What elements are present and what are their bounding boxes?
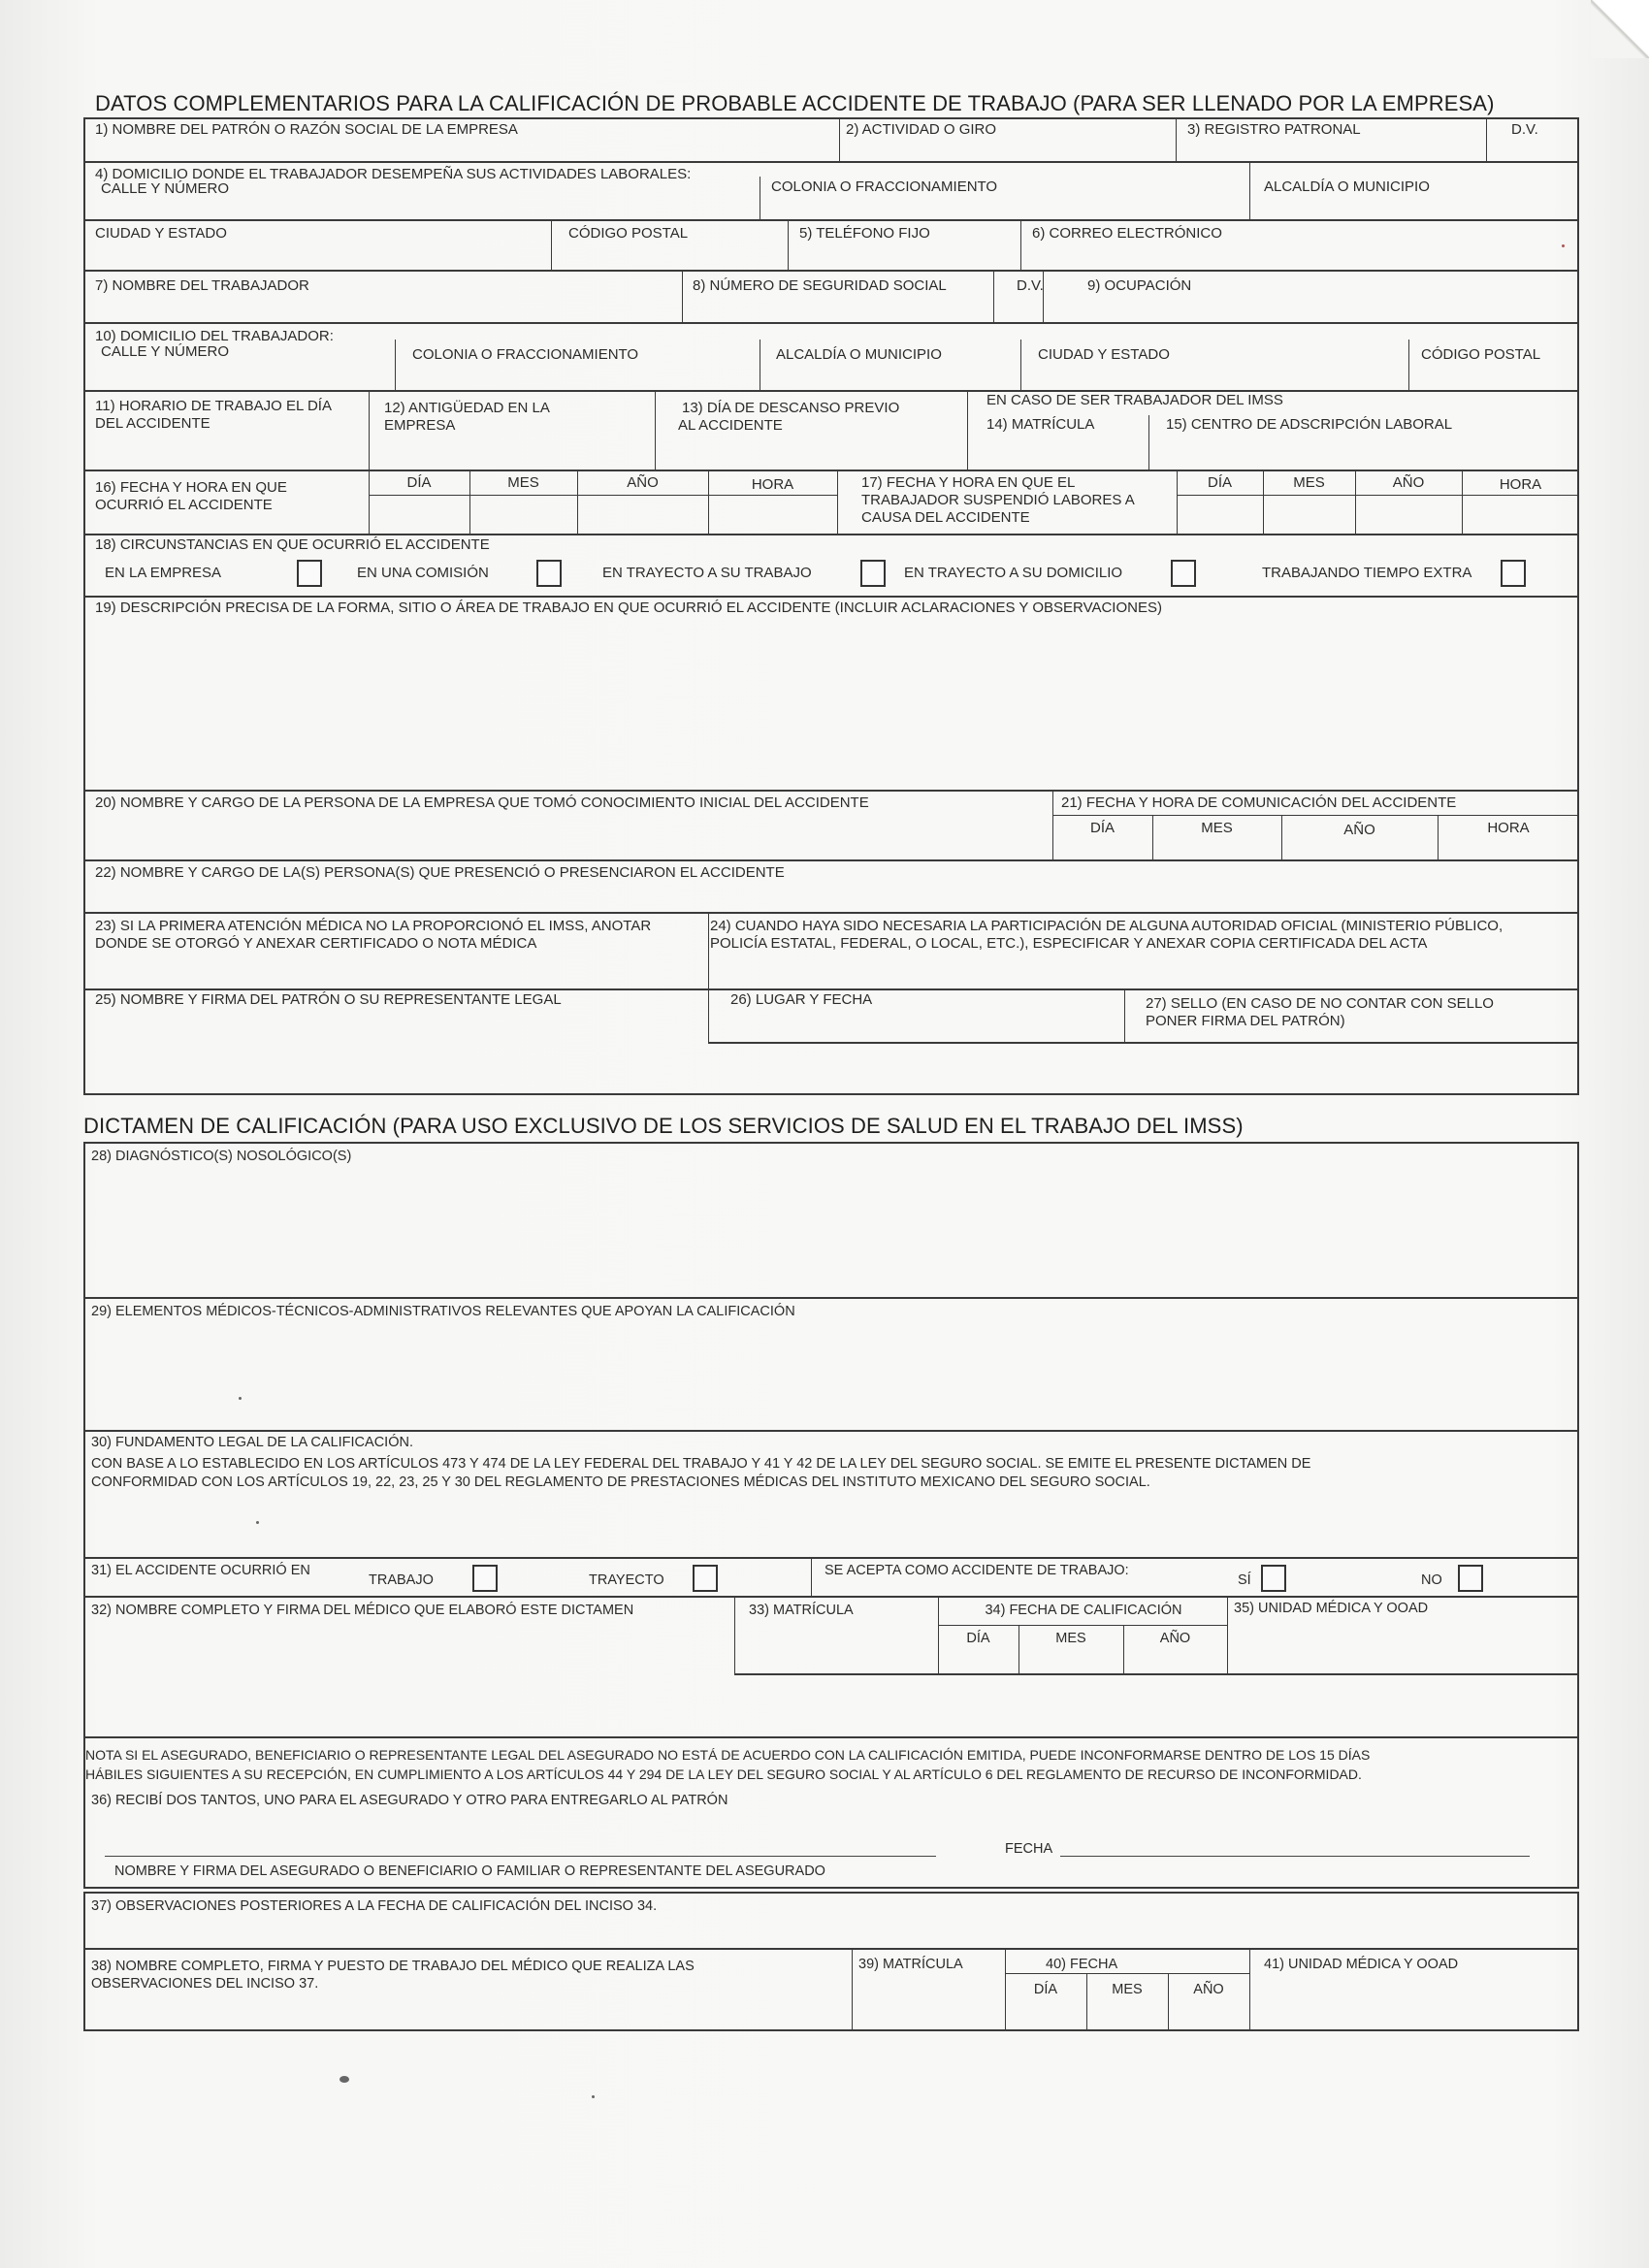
row-divider [708, 1042, 1579, 1044]
field-18-circumstances-label: 18) CIRCUNSTANCIAS EN QUE OCURRIÓ EL ACCIDENTE [95, 536, 490, 553]
field-30-legal-basis-label: 30) FUNDAMENTO LEGAL DE LA CALIFICACIÓN. [91, 1435, 413, 1450]
insured-signature-caption: NOMBRE Y FIRMA DEL ASEGURADO O BENEFICIARIO O FAMILIAR O REPRESENTANTE DEL ASEGURADO [114, 1863, 825, 1879]
col-divider [1408, 340, 1409, 390]
nota-disagreement-text-1: NOTA SI EL ASEGURADO, BENEFICIARIO O REPRESENTANTE LEGAL DEL ASEGURADO NO ESTÁ DE ACUERDO CON LA CALIFICACIÓN EMITIDA, PUEDE INCONFORMARSE DENTRO DE LOS 15 DÍAS [85, 1747, 1371, 1763]
option-tiempo-extra-label: TRABAJANDO TIEMPO EXTRA [1262, 565, 1472, 581]
field-4-colonia-label: COLONIA O FRACCIONAMIENTO [771, 178, 998, 195]
field-30-legal-text-2: CONFORMIDAD CON LOS ARTÍCULOS 19, 22, 23, 25 Y 30 DEL REGLAMENTO DE PRESTACIONES MÉDICAS DEL INSTITUTO MEXICANO DEL SEGURO SOCIAL. [91, 1474, 1150, 1490]
fecha-label: FECHA [1005, 1841, 1053, 1857]
row-divider [83, 322, 1579, 324]
checkbox-trayecto-trabajo[interactable] [860, 560, 886, 587]
field-3-employer-registry-label: 3) REGISTRO PATRONAL [1187, 121, 1361, 138]
col-divider [788, 219, 789, 270]
field-32-doctor-signature-label: 32) NOMBRE COMPLETO Y FIRMA DEL MÉDICO QUE ELABORÓ ESTE DICTAMEN [91, 1603, 634, 1618]
col-divider [551, 219, 552, 270]
col-divider [852, 1948, 853, 2031]
field-7-worker-name-label: 7) NOMBRE DEL TRABAJADOR [95, 277, 309, 294]
field-21-year-header: AÑO [1343, 822, 1375, 838]
field-3-dv-label: D.V. [1511, 121, 1538, 138]
field-2-activity-label: 2) ACTIVIDAD O GIRO [846, 121, 997, 138]
field-17-day-header: DÍA [1207, 474, 1232, 491]
checkbox-trabajo[interactable] [472, 1565, 498, 1592]
field-4-street-label: CALLE Y NÚMERO [101, 180, 229, 197]
field-22-witnesses-label: 22) NOMBRE Y CARGO DE LA(S) PERSONA(S) QUE PRESENCIÓ O PRESENCIARON EL ACCIDENTE [95, 864, 785, 881]
field-40-date-label: 40) FECHA [1046, 1957, 1118, 1972]
field-40-day-header: DÍA [1033, 1982, 1058, 1997]
scan-speck [256, 1521, 259, 1524]
field-8-nss-label: 8) NÚMERO DE SEGURIDAD SOCIAL [693, 277, 947, 294]
row-divider [83, 390, 1579, 392]
field-33-matricula-label: 33) MATRÍCULA [749, 1603, 854, 1618]
col-divider [1227, 1596, 1228, 1674]
field-29-elements-label: 29) ELEMENTOS MÉDICOS-TÉCNICOS-ADMINISTRATIVOS RELEVANTES QUE APOYAN LA CALIFICACIÓN [91, 1304, 795, 1319]
field-10-alcaldia-label: ALCALDÍA O MUNICIPIO [776, 346, 942, 363]
row-divider [83, 912, 1579, 914]
field-17-suspension-label: 17) FECHA Y HORA EN QUE EL [861, 474, 1076, 491]
col-divider [395, 340, 396, 390]
field-24-authority-label: 24) CUANDO HAYA SIDO NECESARIA LA PARTICIPACIÓN DE ALGUNA AUTORIDAD OFICIAL (MINISTERIO PÚBLICO, [710, 918, 1504, 934]
field-10-zip-label: CÓDIGO POSTAL [1421, 346, 1541, 363]
section2-title: DICTAMEN DE CALIFICACIÓN (PARA USO EXCLUSIVO DE LOS SERVICIOS DE SALUD EN EL TRABAJO DEL IMSS) [83, 1114, 1244, 1138]
row-divider [83, 1736, 1579, 1738]
col-divider [734, 1596, 735, 1674]
row-divider [1177, 495, 1579, 496]
checkbox-trayecto-domicilio[interactable] [1171, 560, 1196, 587]
row-divider [83, 1948, 1579, 1950]
field-4-city-label: CIUDAD Y ESTADO [95, 225, 227, 242]
checkbox-accept-no[interactable] [1458, 1565, 1483, 1592]
field-15-work-center-label: 15) CENTRO DE ADSCRIPCIÓN LABORAL [1166, 416, 1453, 433]
field-8-dv-label: D.V. [1017, 277, 1044, 294]
option-trabajo-label: TRABAJO [369, 1572, 434, 1588]
field-6-email-label: 6) CORREO ELECTRÓNICO [1032, 225, 1222, 242]
row-divider [83, 1430, 1579, 1432]
field-16-month-header: MES [507, 474, 539, 491]
field-21-hour-header: HORA [1487, 820, 1530, 836]
col-divider [1020, 219, 1021, 270]
scan-speck [592, 2095, 595, 2098]
col-divider [708, 912, 709, 1044]
field-17-suspension-label-2: TRABAJADOR SUSPENDIÓ LABORES A [861, 492, 1135, 508]
field-16-accident-datetime-label: 16) FECHA Y HORA EN QUE [95, 479, 287, 496]
col-divider [811, 1557, 812, 1596]
field-36-received-copies-label: 36) RECIBÍ DOS TANTOS, UNO PARA EL ASEGURADO Y OTRO PARA ENTREGARLO AL PATRÓN [91, 1793, 728, 1808]
checkbox-tiempo-extra[interactable] [1501, 560, 1526, 587]
accept-yes-label: SÍ [1238, 1572, 1251, 1588]
col-divider [967, 391, 968, 470]
field-10-street-label: CALLE Y NÚMERO [101, 343, 229, 360]
accept-no-label: NO [1421, 1572, 1442, 1588]
field-34-year-header: AÑO [1159, 1631, 1191, 1646]
col-divider [369, 391, 370, 470]
field-16-hour-header: HORA [751, 476, 794, 493]
row-divider [83, 790, 1579, 792]
row-divider [83, 1557, 1579, 1559]
field-27-seal-label: 27) SELLO (EN CASO DE NO CONTAR CON SELLO [1146, 995, 1494, 1012]
col-divider [1249, 162, 1250, 219]
accept-as-work-accident-label: SE ACEPTA COMO ACCIDENTE DE TRABAJO: [824, 1563, 1129, 1578]
checkbox-en-la-empresa[interactable] [297, 560, 322, 587]
col-divider [1148, 415, 1149, 470]
field-17-hour-header: HORA [1499, 476, 1542, 493]
row-divider [938, 1625, 1227, 1626]
row-divider [1052, 815, 1579, 816]
row-divider [734, 1673, 1579, 1675]
field-38-doctor-label-2: OBSERVACIONES DEL INCISO 37. [91, 1976, 319, 1992]
field-10-colonia-label: COLONIA O FRACCIONAMIENTO [412, 346, 639, 363]
field-21-month-header: MES [1201, 820, 1233, 836]
row-divider [83, 270, 1579, 272]
field-34-day-header: DÍA [966, 1631, 990, 1646]
col-divider [682, 271, 683, 322]
col-divider [1176, 117, 1177, 162]
fecha-line[interactable] [1060, 1856, 1530, 1857]
col-divider [837, 470, 838, 534]
row-divider [83, 1297, 1579, 1299]
row-divider [83, 988, 1579, 990]
checkbox-accept-yes[interactable] [1261, 1565, 1286, 1592]
option-trayecto-trabajo-label: EN TRAYECTO A SU TRABAJO [602, 565, 812, 581]
field-11-schedule-label-2: DEL ACCIDENTE [95, 415, 210, 432]
row-divider [83, 534, 1579, 535]
scan-speck [1562, 244, 1565, 247]
field-10-city-label: CIUDAD Y ESTADO [1038, 346, 1170, 363]
field-30-legal-text-1: CON BASE A LO ESTABLECIDO EN LOS ARTÍCULOS 473 Y 474 DE LA LEY FEDERAL DEL TRABAJO Y 41 Y 42 DE LA LEY DEL SEGURO SOCIAL. SE EMITE EL PRESENTE DICTAMEN DE [91, 1456, 1311, 1472]
col-divider [1020, 340, 1021, 390]
field-13-rest-day-label-2: AL ACCIDENTE [678, 417, 783, 434]
field-10-worker-address-label: 10) DOMICILIO DEL TRABAJADOR: [95, 328, 334, 344]
field-13-rest-day-label: 13) DÍA DE DESCANSO PREVIO [682, 400, 900, 416]
col-divider [993, 271, 994, 322]
field-38-doctor-label: 38) NOMBRE COMPLETO, FIRMA Y PUESTO DE TRABAJO DEL MÉDICO QUE REALIZA LAS [91, 1959, 695, 1974]
scan-speck [239, 1397, 242, 1400]
field-39-matricula-label: 39) MATRÍCULA [858, 1957, 963, 1972]
checkbox-trayecto[interactable] [693, 1565, 718, 1592]
field-4-alcaldia-label: ALCALDÍA O MUNICIPIO [1264, 178, 1430, 195]
field-12-seniority-label: 12) ANTIGÜEDAD EN LA [384, 400, 550, 416]
scan-speck [340, 2076, 349, 2083]
field-40-month-header: MES [1112, 1982, 1143, 1997]
field-23-first-attention-label-2: DONDE SE OTORGÓ Y ANEXAR CERTIFICADO O NOTA MÉDICA [95, 935, 537, 952]
row-divider [1005, 1973, 1249, 1974]
field-23-first-attention-label: 23) SI LA PRIMERA ATENCIÓN MÉDICA NO LA PROPORCIONÓ EL IMSS, ANOTAR [95, 918, 652, 934]
field-4-zip-label: CÓDIGO POSTAL [568, 225, 689, 242]
field-26-place-date-label: 26) LUGAR Y FECHA [730, 991, 873, 1008]
field-24-authority-label-2: POLICÍA ESTATAL, FEDERAL, O LOCAL, ETC.), ESPECIFICAR Y ANEXAR COPIA CERTIFICADA DEL ACTA [710, 935, 1428, 952]
option-trayecto-label: TRAYECTO [589, 1572, 664, 1588]
field-21-day-header: DÍA [1089, 820, 1115, 836]
section1-title: DATOS COMPLEMENTARIOS PARA LA CALIFICACIÓN DE PROBABLE ACCIDENTE DE TRABAJO (PARA SER LLENADO POR LA EMPRESA) [95, 91, 1495, 115]
option-trayecto-domicilio-label: EN TRAYECTO A SU DOMICILIO [904, 565, 1123, 581]
field-34-month-header: MES [1055, 1631, 1086, 1646]
field-20-first-knowledge-label: 20) NOMBRE Y CARGO DE LA PERSONA DE LA EMPRESA QUE TOMÓ CONOCIMIENTO INICIAL DEL ACCIDENTE [95, 794, 869, 811]
row-divider [83, 596, 1579, 598]
field-16-accident-datetime-label-2: OCURRIÓ EL ACCIDENTE [95, 497, 273, 513]
row-divider [83, 161, 1579, 163]
field-31-occurred-in-label: 31) EL ACCIDENTE OCURRIÓ EN [91, 1563, 310, 1578]
field-16-day-header: DÍA [406, 474, 432, 491]
field-9-occupation-label: 9) OCUPACIÓN [1087, 277, 1192, 294]
col-divider [1486, 117, 1487, 162]
nota-disagreement-text-2: HÁBILES SIGUIENTES A SU RECEPCIÓN, EN CUMPLIMIENTO A LOS ARTÍCULOS 44 Y 294 DE LA LEY DEL SEGURO SOCIAL Y AL ARTÍCULO 6 DEL REGLAMENTO DE RECURSO DE INCONFORMIDAD. [85, 1766, 1362, 1782]
row-divider [83, 1596, 1579, 1598]
col-divider [655, 391, 656, 470]
field-5-phone-label: 5) TELÉFONO FIJO [799, 225, 930, 242]
row-divider [83, 859, 1579, 861]
checkbox-en-una-comision[interactable] [536, 560, 562, 587]
field-12-seniority-label-2: EMPRESA [384, 417, 456, 434]
field-21-communication-label: 21) FECHA Y HORA DE COMUNICACIÓN DEL ACCIDENTE [1061, 794, 1457, 811]
field-41-medical-unit-label: 41) UNIDAD MÉDICA Y OOAD [1264, 1957, 1459, 1972]
col-divider [1124, 988, 1125, 1042]
col-divider [1249, 1948, 1250, 2031]
row-divider [83, 219, 1579, 221]
field-28-diagnosis-label: 28) DIAGNÓSTICO(S) NOSOLÓGICO(S) [91, 1149, 352, 1164]
option-en-la-empresa-label: EN LA EMPRESA [105, 565, 222, 581]
field-34-date-label: 34) FECHA DE CALIFICACIÓN [985, 1603, 1182, 1618]
field-17-month-header: MES [1293, 474, 1325, 491]
imss-worker-caption: EN CASO DE SER TRABAJADOR DEL IMSS [986, 392, 1283, 408]
field-4-workplace-address-label: 4) DOMICILIO DONDE EL TRABAJADOR DESEMPEÑA SUS ACTIVIDADES LABORALES: [95, 166, 692, 182]
field-11-schedule-label: 11) HORARIO DE TRABAJO EL DÍA [95, 398, 332, 414]
row-divider [369, 495, 837, 496]
field-35-medical-unit-label: 35) UNIDAD MÉDICA Y OOAD [1234, 1601, 1429, 1616]
field-37-observations-label: 37) OBSERVACIONES POSTERIORES A LA FECHA DE CALIFICACIÓN DEL INCISO 34. [91, 1898, 658, 1914]
field-14-matricula-label: 14) MATRÍCULA [986, 416, 1095, 433]
field-19-description-label: 19) DESCRIPCIÓN PRECISA DE LA FORMA, SITIO O ÁREA DE TRABAJO EN QUE OCURRIÓ EL ACCIDENTE (INCLUIR ACLARACIONES Y OBSERVACIONES) [95, 599, 1162, 616]
field-27-seal-label-2: PONER FIRMA DEL PATRÓN) [1146, 1013, 1345, 1029]
field-16-year-header: AÑO [627, 474, 659, 491]
field-40-year-header: AÑO [1193, 1982, 1224, 1997]
field-25-employer-signature-label: 25) NOMBRE Y FIRMA DEL PATRÓN O SU REPRESENTANTE LEGAL [95, 991, 562, 1008]
option-en-una-comision-label: EN UNA COMISIÓN [357, 565, 489, 581]
field-17-year-header: AÑO [1392, 474, 1425, 491]
field-1-employer-name-label: 1) NOMBRE DEL PATRÓN O RAZÓN SOCIAL DE LA EMPRESA [95, 121, 518, 138]
col-divider [839, 117, 840, 162]
page-corner-fold [1591, 0, 1649, 58]
field-17-suspension-label-3: CAUSA DEL ACCIDENTE [861, 509, 1030, 526]
insured-signature-line[interactable] [105, 1856, 936, 1857]
